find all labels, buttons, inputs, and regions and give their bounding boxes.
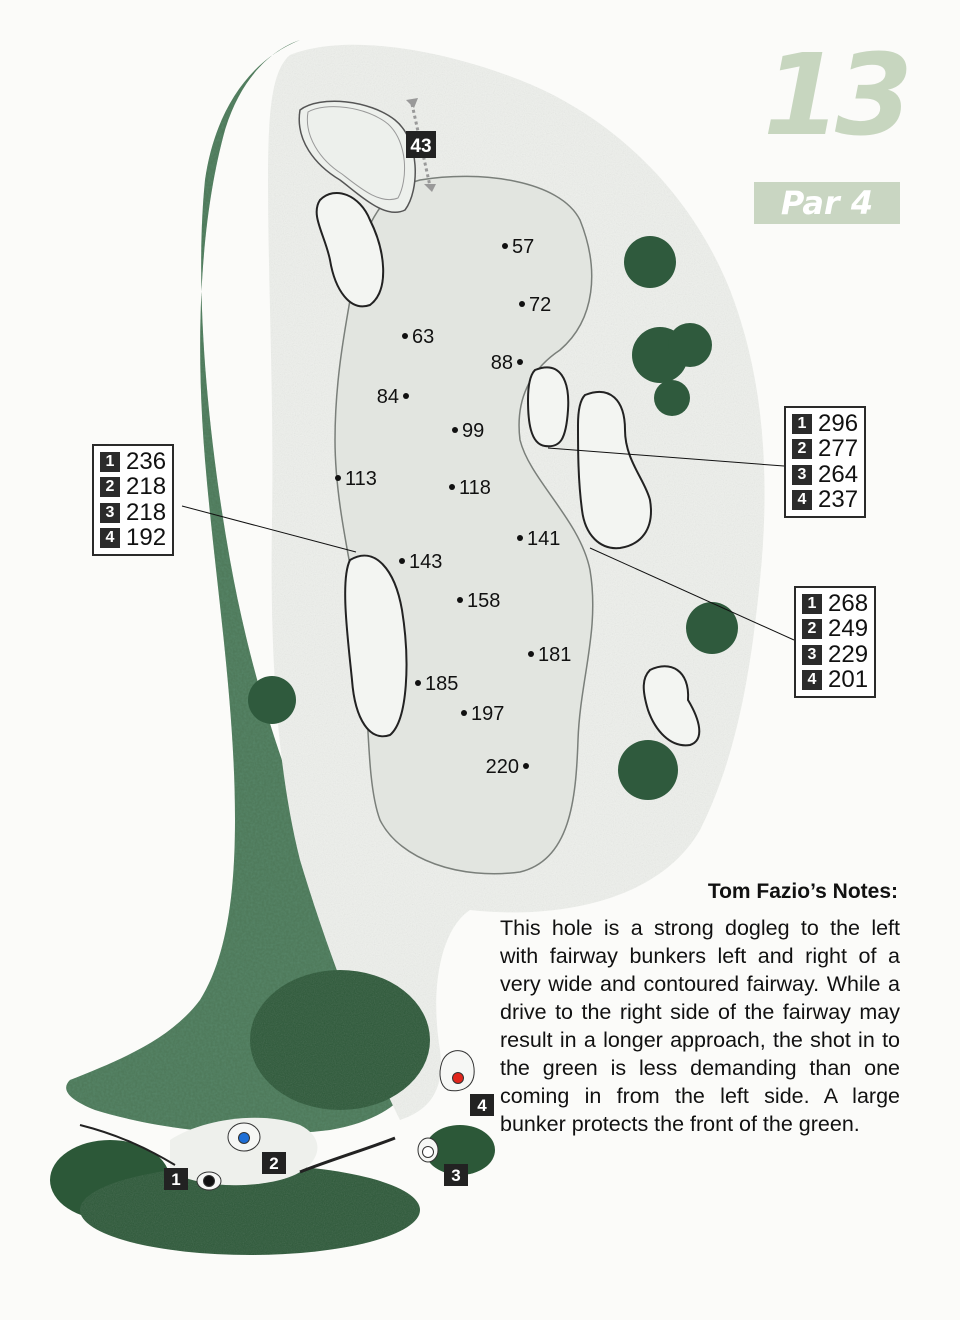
yardage-row [792, 437, 858, 463]
distance-marker-label: 99 [462, 420, 485, 442]
yardage-row [802, 668, 868, 694]
tee-yardage: 277 [818, 435, 859, 463]
yardage-row [792, 488, 858, 514]
tee-number: 2 [802, 619, 822, 639]
par-badge [754, 182, 900, 224]
yardage-box-right-bunker-upper [784, 406, 866, 518]
distance-marker-dot [452, 427, 458, 433]
yardage-row [100, 500, 166, 526]
distance-marker-dot [403, 393, 409, 399]
tee-number: 3 [802, 645, 822, 665]
tee-marker [239, 1133, 250, 1144]
distance-marker-dot [335, 475, 341, 481]
yardage-box-right-bunker-lower [794, 586, 876, 698]
tee-number: 2 [792, 439, 812, 459]
tee-number: 3 [100, 503, 120, 523]
distance-marker-dot [457, 597, 463, 603]
tee-yardage: 237 [818, 486, 859, 514]
distance-marker-dot [461, 710, 467, 716]
tee-number: 3 [792, 465, 812, 485]
distance-marker-dot [502, 243, 508, 249]
yardage-row [792, 462, 858, 488]
tee-yardage: 218 [126, 498, 167, 526]
distance-marker-dot [517, 359, 523, 365]
tee-yardage: 192 [126, 524, 167, 552]
yardage-box-left-bunker [92, 444, 174, 556]
tee-tag-label: 1 [171, 1170, 181, 1189]
yardage-row [100, 449, 166, 475]
tee-tag-label: 2 [269, 1154, 279, 1173]
distance-marker-label: 63 [412, 326, 435, 348]
yardage-row [100, 475, 166, 501]
tee-yardage: 268 [828, 589, 869, 617]
distance-marker-dot [415, 680, 421, 686]
tee-box-4 [440, 1051, 474, 1091]
yardage-row [792, 411, 858, 437]
distance-marker-label: 88 [490, 352, 513, 374]
tee-number: 4 [802, 670, 822, 690]
tee-yardage: 264 [818, 460, 859, 488]
tee-yardage: 229 [828, 640, 869, 668]
tee-number: 1 [792, 414, 812, 434]
tee-tag-label: 4 [477, 1096, 487, 1115]
tee-marker [423, 1147, 434, 1158]
distance-marker-dot [517, 535, 523, 541]
distance-marker-label: 57 [512, 236, 535, 258]
tee-yardage: 296 [818, 409, 859, 437]
yardage-row [100, 526, 166, 552]
yardage-row [802, 642, 868, 668]
distance-marker-label: 197 [471, 703, 505, 725]
hole-number: 13 [763, 31, 907, 161]
distance-marker-dot [523, 763, 529, 769]
fairway-bunker-right-small [528, 367, 568, 446]
notes-title: Tom Fazio’s Notes: [707, 880, 898, 903]
tee-yardage: 201 [828, 666, 869, 694]
distance-marker-label: 84 [376, 386, 399, 408]
tee-number: 2 [100, 477, 120, 497]
tee-number: 1 [802, 594, 822, 614]
distance-marker-label: 181 [538, 644, 572, 666]
tee-yardage: 236 [126, 447, 167, 475]
distance-marker-dot [519, 301, 525, 307]
distance-marker-dot [402, 333, 408, 339]
distance-marker-dot [449, 484, 455, 490]
tee-marker [204, 1176, 215, 1187]
par-label: Par 4 [780, 184, 874, 222]
distance-marker-label: 72 [529, 294, 552, 316]
tee-tag-label: 3 [451, 1166, 461, 1185]
tee-yardage: 218 [126, 473, 167, 501]
notes-body: This hole is a strong dogleg to the left with fairway bunkers left and right of a very wide and contoured fairway. While a drive to the right side of the fairway may result in a longer approach, the shot in to the green is less demanding than one coming in from the left side. A large bunker protects the front of the green. [500, 916, 900, 1136]
distance-marker-label: 143 [409, 551, 443, 573]
distance-marker-label: 185 [425, 673, 459, 695]
tee-marker [453, 1073, 464, 1084]
distance-marker-label: 118 [459, 477, 491, 499]
yardage-row [802, 617, 868, 643]
distance-marker-label: 220 [485, 756, 519, 778]
distance-marker-label: 141 [527, 528, 561, 550]
distance-marker-dot [528, 651, 534, 657]
tee-number: 4 [792, 490, 812, 510]
yardage-row [802, 591, 868, 617]
tee-number: 1 [100, 452, 120, 472]
green-depth-label: 43 [410, 136, 432, 157]
distance-marker-label: 158 [467, 590, 501, 612]
distance-marker-label: 113 [345, 468, 377, 490]
tee-yardage: 249 [828, 615, 869, 643]
tee-number: 4 [100, 528, 120, 548]
distance-marker-dot [399, 558, 405, 564]
